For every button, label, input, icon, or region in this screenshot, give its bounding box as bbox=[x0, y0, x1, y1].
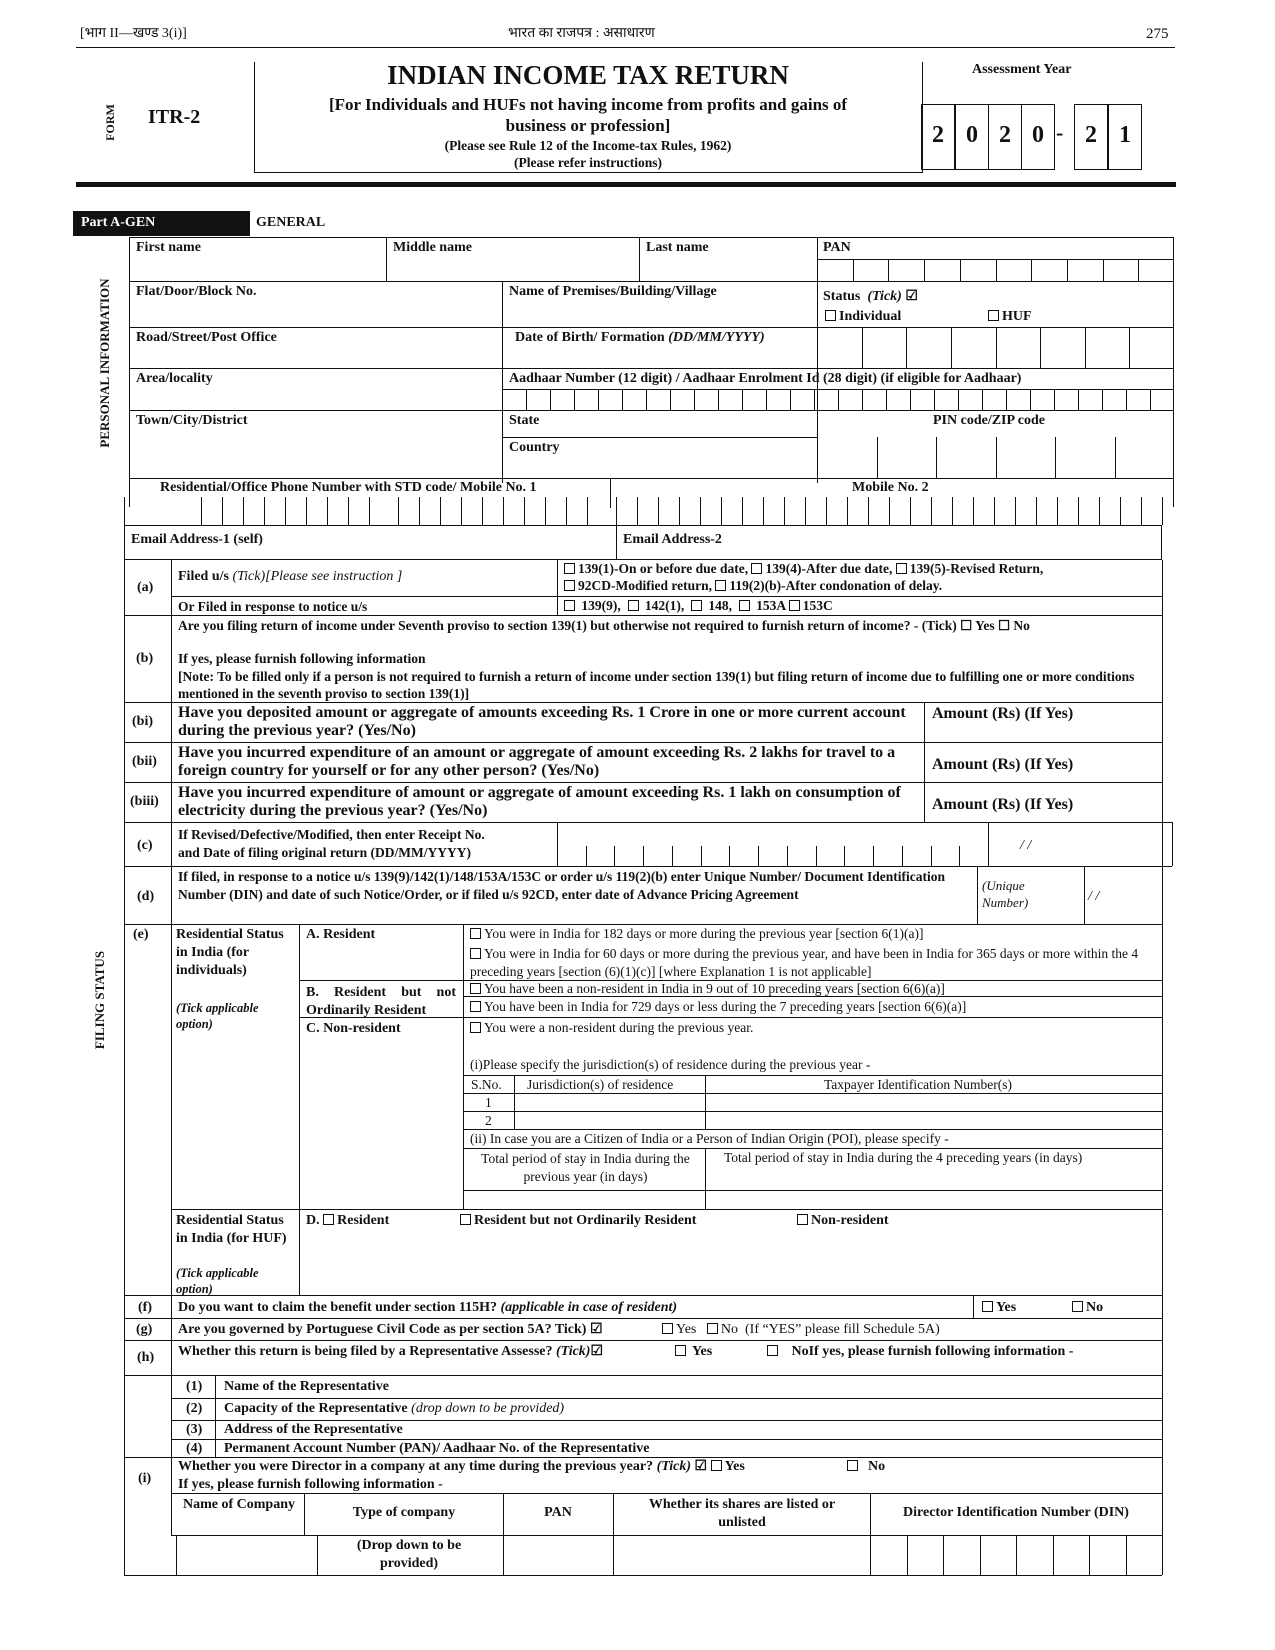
mobile2-label: Mobile No. 2 bbox=[852, 480, 929, 495]
road-label: Road/Street/Post Office bbox=[136, 330, 277, 345]
resident-a-option-1[interactable]: You were in India for 182 days or more during the previous year [section 6(1)(a)] bbox=[470, 925, 1160, 943]
type-dropdown-hint[interactable]: (Drop down to be provided) bbox=[356, 1538, 462, 1571]
form-title: INDIAN INCOME TAX RETURN bbox=[387, 60, 789, 90]
residential-status-huf: Residential Status in India (for HUF) bbox=[176, 1213, 287, 1246]
aadhaar-digit-cell[interactable] bbox=[1055, 390, 1077, 409]
representative-question: Whether this return is being filed by a Representative Assesse? (Tick)☑ bbox=[178, 1344, 604, 1359]
din-digit-cell[interactable] bbox=[1054, 1536, 1089, 1574]
sec-92cd-checkbox[interactable] bbox=[564, 580, 575, 591]
dob-digit-cell[interactable] bbox=[1130, 328, 1173, 367]
pin-digit-cell[interactable] bbox=[997, 438, 1055, 477]
115h-no-option[interactable]: No bbox=[1072, 1300, 1103, 1316]
residential-huf-tick-hint: (Tick applicable option) bbox=[176, 1266, 259, 1296]
header-rule bbox=[76, 47, 1175, 48]
resident-b-option-2[interactable]: You have been in India for 729 days or less during the 7 preceding years [section 6(6)(a)] bbox=[470, 999, 966, 1015]
din-digit-cell[interactable] bbox=[1017, 1536, 1052, 1574]
115h-yes-checkbox[interactable] bbox=[982, 1301, 993, 1312]
receipt-digit-cell[interactable] bbox=[644, 847, 671, 865]
middle-name-field[interactable] bbox=[387, 258, 638, 280]
status-huf-option[interactable]: HUF bbox=[988, 309, 1032, 325]
notice-153c-checkbox[interactable] bbox=[789, 600, 800, 611]
form-word: FORM bbox=[102, 104, 117, 141]
representative-item-number: (4) bbox=[186, 1441, 203, 1456]
shares-listed-input[interactable] bbox=[614, 1536, 869, 1574]
receipt-digit-cell[interactable] bbox=[759, 847, 786, 865]
director-no-checkbox[interactable] bbox=[847, 1460, 858, 1471]
aadhaar-digit-cell[interactable] bbox=[503, 390, 525, 409]
jurisdiction-prompt: (i)Please specify the jurisdiction(s) of residence during the previous year - bbox=[470, 1057, 871, 1072]
form-refer: (Please refer instructions) bbox=[514, 155, 662, 170]
row-f-label: (f) bbox=[138, 1300, 152, 1315]
last-name-field[interactable] bbox=[640, 258, 816, 280]
section-115h-question: Do you want to claim the benefit under section 115H? (applicable in case of resident) bbox=[178, 1300, 678, 1315]
row-e-label: (e) bbox=[133, 927, 149, 942]
col-type-of-company: Type of company bbox=[352, 1505, 456, 1520]
notice-142-1-checkbox[interactable] bbox=[628, 600, 639, 611]
premises-field[interactable] bbox=[503, 302, 816, 326]
revised-receipt-label: If Revised/Defective/Modified, then enter Receipt No. bbox=[178, 827, 485, 842]
pin-digit-cell[interactable] bbox=[1056, 438, 1114, 477]
receipt-digit-cell[interactable] bbox=[903, 847, 930, 865]
form-subtitle-1: [For Individuals and HUFs not having income from profits and gains of bbox=[328, 95, 848, 114]
rnor-9of10-checkbox[interactable] bbox=[470, 983, 481, 994]
seventh-proviso-furnish: If yes, please furnish following information bbox=[178, 651, 426, 666]
company-name-input[interactable] bbox=[177, 1536, 303, 1574]
stay-4-years-input[interactable] bbox=[706, 1191, 1161, 1208]
aadhaar-digit-cell[interactable] bbox=[575, 390, 597, 409]
dob-digit-cell[interactable] bbox=[863, 328, 906, 367]
residential-status-individuals: Residential Status in India (for individuals) bbox=[176, 927, 284, 978]
row-g-label: (g) bbox=[136, 1322, 153, 1337]
row-biii-label: (biii) bbox=[130, 794, 159, 809]
sec-119-2b-checkbox[interactable] bbox=[715, 580, 726, 591]
country-label: Country bbox=[509, 440, 560, 455]
din-digit-cell[interactable] bbox=[981, 1536, 1016, 1574]
aadhaar-digit-cell[interactable] bbox=[1103, 390, 1125, 409]
row-b-label: (b) bbox=[136, 651, 154, 666]
representative-item-label: Permanent Account Number (PAN)/ Aadhaar No. of the Representative bbox=[224, 1441, 650, 1456]
representative-item-number: (2) bbox=[186, 1401, 203, 1416]
portuguese-options: Yes No (If “YES” please fill Schedule 5A) bbox=[662, 1322, 940, 1338]
aadhaar-digit-cell[interactable] bbox=[719, 390, 741, 409]
part-general-title: GENERAL bbox=[256, 215, 326, 230]
portuguese-yes-checkbox[interactable] bbox=[662, 1323, 673, 1334]
receipt-digit-cell[interactable] bbox=[702, 847, 729, 865]
receipt-digit-cell[interactable] bbox=[932, 847, 959, 865]
pan-digit-cell[interactable] bbox=[1068, 260, 1102, 280]
pan-digit-cell[interactable] bbox=[961, 260, 995, 280]
sno-header: S.No. bbox=[471, 1077, 502, 1092]
portuguese-no-checkbox[interactable] bbox=[707, 1323, 718, 1334]
form-subtitle-2: business or profession] bbox=[505, 116, 671, 135]
jurisdiction-row-2: 2 bbox=[485, 1113, 492, 1128]
pan-label: PAN bbox=[823, 240, 851, 255]
biii-amount-label: Amount (Rs) (If Yes) bbox=[932, 796, 1074, 813]
status-label: Status (Tick) ☑ bbox=[823, 289, 918, 304]
col-pan: PAN bbox=[544, 1505, 572, 1520]
aadhaar-digit-cell[interactable] bbox=[1031, 390, 1053, 409]
premises-label: Name of Premises/Building/Village bbox=[509, 284, 717, 299]
aadhaar-digit-cell[interactable] bbox=[647, 390, 669, 409]
receipt-digit-cell[interactable] bbox=[615, 847, 642, 865]
aadhaar-digit-cell[interactable] bbox=[1151, 390, 1173, 409]
non-resident-checkbox[interactable] bbox=[470, 1022, 481, 1033]
first-name-field[interactable] bbox=[130, 258, 385, 280]
first-name-label: First name bbox=[136, 240, 201, 255]
notice-153a-checkbox[interactable] bbox=[739, 600, 750, 611]
aadhaar-digit-cell[interactable] bbox=[743, 390, 765, 409]
row-a-label: (a) bbox=[137, 580, 154, 595]
notice-date-field[interactable]: / / bbox=[1088, 889, 1100, 904]
ay-digit-box: 0 bbox=[1021, 104, 1055, 170]
state-label: State bbox=[509, 413, 540, 428]
stay-previous-year-header: Total period of stay in India during the previous year (in days) bbox=[481, 1151, 690, 1184]
flat-field[interactable] bbox=[130, 302, 501, 326]
din-digit-cell[interactable] bbox=[944, 1536, 979, 1574]
resident-182-checkbox[interactable] bbox=[470, 928, 481, 939]
aadhaar-digit-cell[interactable] bbox=[983, 390, 1005, 409]
huf-resident-checkbox[interactable] bbox=[323, 1214, 334, 1225]
unique-number-label: (Unique Number) bbox=[982, 878, 1029, 910]
ay-digit-box: 2 bbox=[988, 104, 1022, 170]
receipt-digit-cell[interactable] bbox=[673, 847, 700, 865]
dob-digit-cell[interactable] bbox=[907, 328, 950, 367]
filed-us-label: Filed u/s (Tick)[Please see instruction ] bbox=[178, 569, 403, 584]
phone-label: Residential/Office Phone Number with STD code/ Mobile No. 1 bbox=[160, 480, 537, 495]
assessment-year-label: Assessment Year bbox=[972, 62, 1072, 77]
email1-label: Email Address-1 (self) bbox=[131, 532, 263, 547]
road-field[interactable] bbox=[130, 347, 501, 367]
dob-digit-cell[interactable] bbox=[952, 328, 995, 367]
representative-item-input[interactable] bbox=[720, 1439, 1160, 1457]
area-field[interactable] bbox=[130, 389, 501, 409]
seventh-proviso-note: [Note: To be filled only if a person is not required to furnish a return of income under section 139(1) but filing return of income due to fulfilling one or more conditions mentioned in the seventh proviso to section 139(1)] bbox=[178, 669, 1135, 701]
status-individual-option[interactable]: Individual bbox=[825, 309, 901, 325]
ay-dash: - bbox=[1056, 120, 1064, 145]
pin-digit-cell[interactable] bbox=[818, 438, 876, 477]
stay-previous-year-input[interactable] bbox=[464, 1191, 704, 1208]
aadhaar-digit-cell[interactable] bbox=[1079, 390, 1101, 409]
bi-amount-label: Amount (Rs) (If Yes) bbox=[932, 705, 1074, 722]
jurisdiction-input-2[interactable] bbox=[515, 1112, 704, 1129]
representative-item-label: Name of the Representative bbox=[224, 1379, 389, 1394]
huf-rnor-option[interactable]: Resident but not Ordinarily Resident bbox=[460, 1213, 696, 1229]
aadhaar-digit-cell[interactable] bbox=[1007, 390, 1029, 409]
jurisdiction-row-1: 1 bbox=[485, 1095, 492, 1110]
poi-prompt: (ii) In case you are a Citizen of India or a Person of Indian Origin (POI), please specify - bbox=[470, 1131, 949, 1146]
huf-checkbox[interactable] bbox=[988, 310, 999, 321]
stay-4-years-header: Total period of stay in India during the 4 preceding years (in days) bbox=[724, 1150, 1083, 1165]
jurisdiction-input-1[interactable] bbox=[515, 1094, 704, 1111]
resident-a-option-2[interactable]: You were in India for 60 days or more during the previous year, and have been in India for 365 days or more within the 4 preceding years [section (6)(1)(c)] [where Explanation 1 is not applicable] bbox=[470, 946, 1139, 979]
aadhaar-digit-cell[interactable] bbox=[935, 390, 957, 409]
din-digit-cell[interactable] bbox=[871, 1536, 906, 1574]
din-digit-cell[interactable] bbox=[1090, 1536, 1125, 1574]
representative-item-number: (3) bbox=[186, 1422, 203, 1437]
director-yes-checkbox[interactable] bbox=[711, 1460, 722, 1471]
aadhaar-digit-cell[interactable] bbox=[959, 390, 981, 409]
dob-digit-cell[interactable] bbox=[1086, 328, 1129, 367]
representative-item-input[interactable] bbox=[720, 1420, 1160, 1438]
aadhaar-digit-cell[interactable] bbox=[671, 390, 693, 409]
filed-section-options-1: 139(1)-On or before due date, 139(4)-After due date, 139(5)-Revised Return, bbox=[564, 561, 1043, 577]
director-furnish: If yes, please furnish following information - bbox=[178, 1477, 443, 1492]
aadhaar-digit-cell[interactable] bbox=[839, 390, 861, 409]
tin-header: Taxpayer Identification Number(s) bbox=[824, 1077, 1012, 1092]
115h-no-checkbox[interactable] bbox=[1072, 1301, 1083, 1312]
company-pan-input[interactable] bbox=[504, 1536, 612, 1574]
receipt-digit-cell[interactable] bbox=[558, 847, 585, 865]
huf-rnor-checkbox[interactable] bbox=[460, 1214, 471, 1225]
pan-digit-cell[interactable] bbox=[925, 260, 959, 280]
biii-question: Have you incurred expenditure of amount or aggregate of amount exceeding Rs. 1 lakh on consumption of electricity during the previous year? (Yes/No) bbox=[178, 784, 901, 819]
ay-digit-box: 2 bbox=[1074, 104, 1108, 170]
resident-60-checkbox[interactable] bbox=[470, 948, 481, 959]
resident-a-label: A. Resident bbox=[306, 927, 376, 942]
representative-item-label: Capacity of the Representative (drop down to be provided) bbox=[224, 1401, 565, 1416]
gazette-title: भारत का राजपत्र : असाधारण bbox=[508, 26, 655, 41]
pin-digit-cell[interactable] bbox=[1116, 438, 1174, 477]
representative-no-option[interactable]: NoIf yes, please furnish following information - bbox=[767, 1344, 1073, 1360]
bii-amount-label: Amount (Rs) (If Yes) bbox=[932, 756, 1074, 773]
email2-label: Email Address-2 bbox=[623, 532, 722, 547]
pan-digit-cell[interactable] bbox=[854, 260, 888, 280]
aadhaar-digit-cell[interactable] bbox=[767, 390, 789, 409]
pin-digit-cell[interactable] bbox=[878, 438, 936, 477]
pan-digit-cell[interactable] bbox=[1032, 260, 1066, 280]
representative-item-input[interactable] bbox=[720, 1377, 1160, 1395]
last-name-label: Last name bbox=[646, 240, 709, 255]
notice-139-9-checkbox[interactable] bbox=[564, 600, 575, 611]
mobile2-field[interactable] bbox=[617, 498, 1161, 524]
pan-digit-cell[interactable] bbox=[818, 260, 852, 280]
portuguese-code-question: Are you governed by Portuguese Civil Code as per section 5A? Tick) ☑ bbox=[178, 1322, 603, 1337]
representative-item-input[interactable] bbox=[720, 1399, 1160, 1417]
representative-item-label: Address of the Representative bbox=[224, 1422, 403, 1437]
individual-checkbox[interactable] bbox=[825, 310, 836, 321]
receipt-digit-cell[interactable] bbox=[788, 847, 815, 865]
dob-label: Date of Birth/ Formation (DD/MM/YYYY) bbox=[515, 330, 765, 345]
pan-digit-cell[interactable] bbox=[997, 260, 1031, 280]
dob-digit-cell[interactable] bbox=[818, 328, 861, 367]
form-code: ITR-2 bbox=[148, 106, 201, 128]
title-thick-rule bbox=[76, 182, 1176, 187]
director-no-option[interactable]: No bbox=[847, 1459, 885, 1475]
row-c-label: (c) bbox=[137, 838, 153, 853]
town-field[interactable] bbox=[130, 432, 501, 477]
aadhaar-digit-cell[interactable] bbox=[887, 390, 909, 409]
flat-label: Flat/Door/Block No. bbox=[136, 284, 257, 299]
title-divider-left bbox=[254, 62, 255, 172]
seventh-proviso-question: Are you filing return of income under Seventh proviso to section 139(1) but otherwise not required to furnish return of income? - (Tick) ☐ Yes ☐ No bbox=[178, 618, 1030, 633]
notice-options: 139(9), 142(1), 148, 153A 153C bbox=[564, 598, 833, 614]
pan-digit-cell[interactable] bbox=[1104, 260, 1138, 280]
aadhaar-digit-cell[interactable] bbox=[911, 390, 933, 409]
aadhaar-digit-cell[interactable] bbox=[791, 390, 813, 409]
resident-c-label: C. Non-resident bbox=[306, 1021, 401, 1036]
din-digit-cell[interactable] bbox=[908, 1536, 943, 1574]
row-bi-label: (bi) bbox=[132, 714, 153, 729]
notice-din-question: If filed, in response to a notice u/s 139(9)/142(1)/148/153A/153C or order u/s 119(2)(b) enter Unique Number/ Document Identification Number (DIN) and date of such Notice/Order, or if filed u/s 92CD, enter date of Advance Pricing Agreement bbox=[178, 869, 945, 902]
form-rule: (Please see Rule 12 of the Income-tax Rules, 1962) bbox=[444, 138, 732, 153]
receipt-digit-cell[interactable] bbox=[587, 847, 614, 865]
row-bii-label: (bii) bbox=[132, 754, 157, 769]
sec-139-5-checkbox[interactable] bbox=[896, 563, 907, 574]
aadhaar-digit-cell[interactable] bbox=[815, 390, 837, 409]
ay-digit-box: 0 bbox=[955, 104, 989, 170]
receipt-digit-cell[interactable] bbox=[874, 847, 901, 865]
area-label: Area/locality bbox=[136, 371, 213, 386]
page-number: 275 bbox=[1146, 26, 1169, 42]
col-name-of-company: Name of Company bbox=[183, 1497, 295, 1512]
row-d-label: (d) bbox=[137, 889, 155, 904]
pin-label: PIN code/ZIP code bbox=[933, 413, 1045, 428]
sec-139-1-checkbox[interactable] bbox=[564, 563, 575, 574]
aadhaar-digit-cell[interactable] bbox=[1127, 390, 1149, 409]
dob-digit-cell[interactable] bbox=[1041, 328, 1084, 367]
resident-b-option-1[interactable]: You have been a non-resident in India in 9 out of 10 preceding years [section 6(6)(a)] bbox=[470, 981, 945, 997]
huf-non-resident-option[interactable]: Non-resident bbox=[797, 1213, 889, 1229]
revised-date-field[interactable]: / / bbox=[1020, 838, 1032, 853]
receipt-digit-cell[interactable] bbox=[845, 847, 872, 865]
tin-input-1[interactable] bbox=[706, 1094, 1161, 1111]
notice-label: Or Filed in response to notice u/s bbox=[178, 599, 368, 614]
aadhaar-digit-cell[interactable] bbox=[527, 390, 549, 409]
aadhaar-digit-cell[interactable] bbox=[695, 390, 717, 409]
huf-d-label: D. Resident bbox=[306, 1213, 390, 1228]
revised-date-label: and Date of filing original return (DD/MM/YYYY) bbox=[178, 845, 471, 860]
receipt-digit-cell[interactable] bbox=[730, 847, 757, 865]
receipt-digit-cell[interactable] bbox=[817, 847, 844, 865]
ay-digit-box: 2 bbox=[921, 104, 955, 170]
jurisdiction-header: Jurisdiction(s) of residence bbox=[527, 1077, 674, 1092]
bii-question: Have you incurred expenditure of an amount or aggregate of amount exceeding Rs. 2 lakhs for travel to a foreign country for yourself or for any other person? (Yes/No) bbox=[178, 744, 896, 779]
phone-mobile1-field[interactable] bbox=[125, 498, 615, 524]
col-shares-listed: Whether its shares are listed or unlisted bbox=[648, 1497, 836, 1530]
sec-139-4-checkbox[interactable] bbox=[751, 563, 762, 574]
receipt-digit-cell[interactable] bbox=[960, 847, 987, 865]
resident-b-label: B. Resident but not Ordinarily Resident bbox=[306, 985, 456, 1018]
aadhaar-digit-cell[interactable] bbox=[551, 390, 573, 409]
dob-digit-cell[interactable] bbox=[997, 328, 1040, 367]
filing-status-label: FILING STATUS bbox=[92, 950, 107, 1050]
huf-nr-checkbox[interactable] bbox=[797, 1214, 808, 1225]
gazette-part-label: [भाग II—खण्ड 3(i)] bbox=[80, 26, 187, 41]
representative-no-checkbox[interactable] bbox=[767, 1345, 778, 1356]
tin-input-2[interactable] bbox=[706, 1112, 1161, 1129]
residential-tick-hint: (Tick applicable option) bbox=[176, 1001, 259, 1031]
phone-cell-divider bbox=[1162, 497, 1163, 525]
bi-question: Have you deposited amount or aggregate of amounts exceeding Rs. 1 Crore in one or more current account during the previous year? (Yes/No) bbox=[178, 704, 906, 739]
din-digit-cell[interactable] bbox=[1127, 1536, 1162, 1574]
ay-digit-box: 1 bbox=[1108, 104, 1142, 170]
pin-digit-cell[interactable] bbox=[937, 438, 995, 477]
representative-yes-option[interactable]: Yes bbox=[675, 1344, 712, 1360]
col-din: Director Identification Number (DIN) bbox=[903, 1505, 1129, 1520]
aadhaar-digit-cell[interactable] bbox=[863, 390, 885, 409]
pan-digit-cell[interactable] bbox=[889, 260, 923, 280]
middle-name-label: Middle name bbox=[393, 240, 472, 255]
title-bottom-line bbox=[254, 172, 923, 173]
representative-yes-checkbox[interactable] bbox=[675, 1345, 686, 1356]
rnor-729-checkbox[interactable] bbox=[470, 1001, 481, 1012]
115h-yes-option[interactable]: Yes bbox=[982, 1300, 1016, 1316]
filed-section-options-2: 92CD-Modified return, 119(2)(b)-After condonation of delay. bbox=[564, 578, 942, 594]
representative-item-number: (1) bbox=[186, 1379, 203, 1394]
personal-information-label: PERSONAL INFORMATION bbox=[97, 278, 112, 448]
pan-digit-cell[interactable] bbox=[1139, 260, 1173, 280]
aadhaar-digit-cell[interactable] bbox=[623, 390, 645, 409]
town-label: Town/City/District bbox=[136, 413, 248, 428]
notice-148-checkbox[interactable] bbox=[691, 600, 702, 611]
aadhaar-label: Aadhaar Number (12 digit) / Aadhaar Enrolment Id (28 digit) (if eligible for Aadhaar) bbox=[509, 371, 1022, 386]
row-h-label: (h) bbox=[137, 1350, 155, 1365]
row-i-label: (i) bbox=[138, 1471, 152, 1486]
non-resident-option[interactable]: You were a non-resident during the previous year. bbox=[470, 1020, 753, 1036]
part-a-gen-badge: Part A-GEN bbox=[73, 211, 250, 236]
aadhaar-digit-cell[interactable] bbox=[599, 390, 621, 409]
director-question: Whether you were Director in a company at any time during the previous year? (Tick) ☑ Yes bbox=[178, 1459, 745, 1474]
